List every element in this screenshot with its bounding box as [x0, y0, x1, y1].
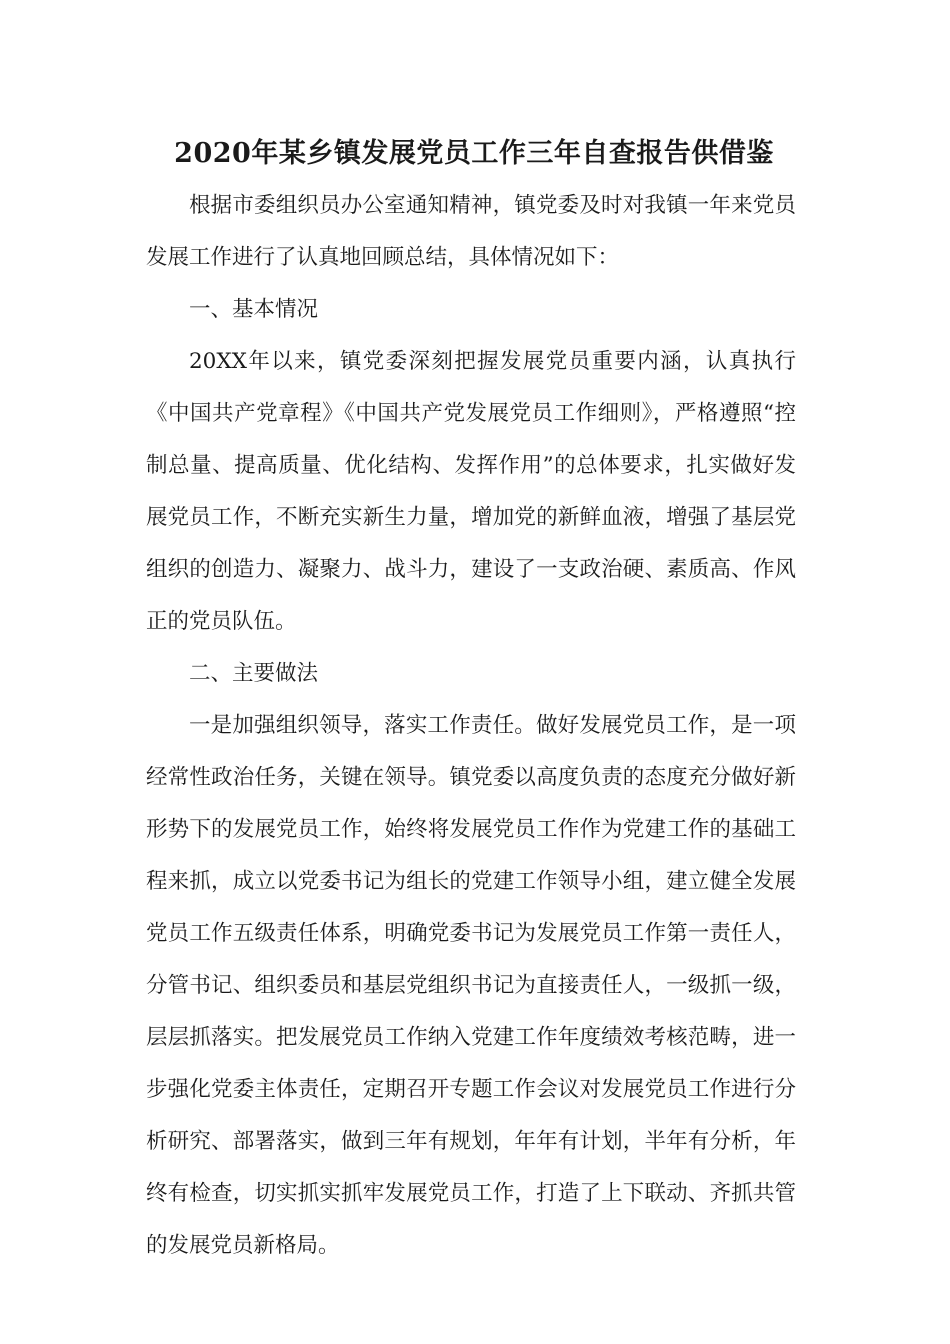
section-heading-main-practices: 二、主要做法 [189, 661, 319, 686]
basic-situation-paragraph: 20XX年以来，镇党委深刻把握发展党员重要内涵，认真执行《中国共产党章程》《中国共产党发展党员工作细则》，严格遵照“控制总量、提高质量、优化结构、发挥作用”的总体要求，扎实做好发展党员工作，不断充实新生力量，增加党的新鲜血液，增强了基层党组织的创造力、凝聚力、战斗力，建设了一支政治硬、素质高、作风正的党员队伍。 [146, 349, 796, 634]
document-title: 2020年某乡镇发展党员工作三年自查报告供借鉴 [174, 138, 774, 169]
intro-paragraph: 根据市委组织员办公室通知精神，镇党委及时对我镇一年来党员发展工作进行了认真地回顾总结，具体情况如下： [146, 193, 796, 270]
section-heading-basic-situation: 一、基本情况 [189, 297, 319, 322]
main-practices-paragraph: 一是加强组织领导，落实工作责任。做好发展党员工作，是一项经常性政治任务，关键在领导。镇党委以高度负责的态度充分做好新形势下的发展党员工作，始终将发展党员工作作为党建工作的基础工程来抓，成立以党委书记为组长的党建工作领导小组，建立健全发展党员工作五级责任体系，明确党委书记为发展党员工作第一责任人，分管书记、组织委员和基层党组织书记为直接责任人，一级抓一级，层层抓落实。把发展党员工作纳入党建工作年度绩效考核范畴，进一步强化党委主体责任，定期召开专题工作会议对发展党员工作进行分析研究、部署落实，做到三年有规划，年年有计划，半年有分析，年终有检查，切实抓实抓牢发展党员工作，打造了上下联动、齐抓共管的发展党员新格局。 [146, 713, 796, 1258]
document-body [146, 180, 796, 1272]
